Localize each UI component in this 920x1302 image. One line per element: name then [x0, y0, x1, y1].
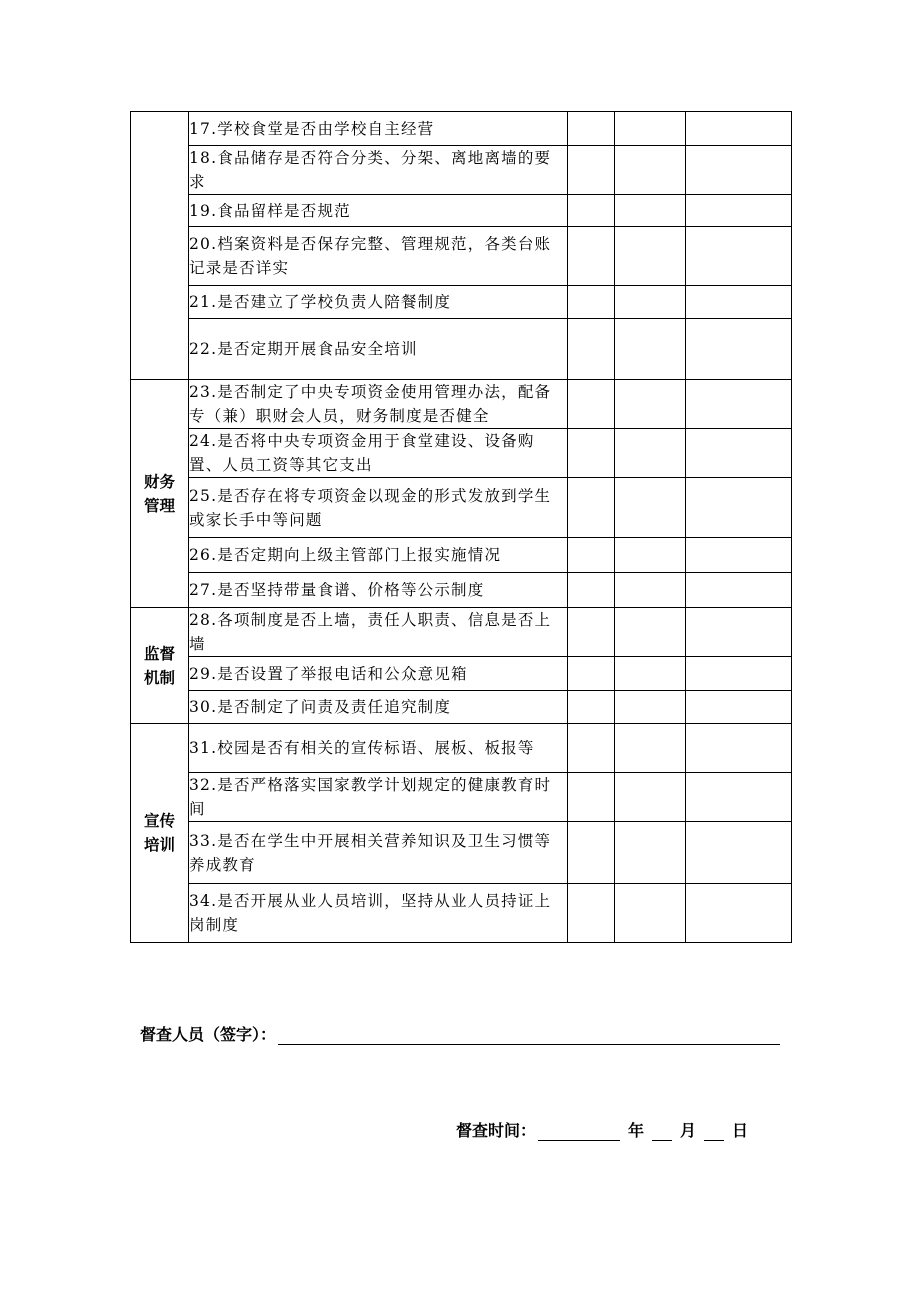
signature-row — [140, 1022, 780, 1045]
check-cell-1[interactable] — [568, 773, 615, 822]
remark-cell[interactable] — [686, 227, 792, 286]
check-cell-2[interactable] — [615, 195, 686, 227]
check-cell-1[interactable] — [568, 429, 615, 478]
item-text: 19.食品留样是否规范 — [189, 195, 568, 227]
check-cell-1[interactable] — [568, 380, 615, 429]
check-cell-1[interactable] — [568, 657, 615, 691]
check-cell-2[interactable] — [615, 227, 686, 286]
remark-cell[interactable] — [686, 112, 792, 146]
category-cell — [131, 724, 189, 943]
check-cell-1[interactable] — [568, 478, 615, 538]
category-label: 管理 — [143, 496, 175, 515]
check-cell-1[interactable] — [568, 319, 615, 380]
check-cell-1[interactable] — [568, 538, 615, 573]
item-text: 24.是否将中央专项资金用于食堂建设、设备购置、人员工资等其它支出 — [189, 429, 568, 478]
check-cell-2[interactable] — [615, 429, 686, 478]
month-field[interactable] — [652, 1120, 672, 1141]
remark-cell[interactable] — [686, 657, 792, 691]
remark-cell[interactable] — [686, 146, 792, 195]
year-field[interactable] — [538, 1120, 620, 1141]
table-row — [131, 657, 792, 691]
table-row — [131, 724, 792, 773]
check-cell-2[interactable] — [615, 538, 686, 573]
table-row — [131, 691, 792, 724]
table-row — [131, 195, 792, 227]
item-text: 30.是否制定了问责及责任追究制度 — [189, 691, 568, 724]
table-row — [131, 773, 792, 822]
check-cell-2[interactable] — [615, 884, 686, 943]
category-cell — [131, 112, 189, 380]
check-cell-2[interactable] — [615, 319, 686, 380]
check-cell-1[interactable] — [568, 884, 615, 943]
check-cell-2[interactable] — [615, 286, 686, 319]
inspection-checklist-table — [130, 111, 792, 943]
check-cell-1[interactable] — [568, 608, 615, 657]
remark-cell[interactable] — [686, 380, 792, 429]
check-cell-2[interactable] — [615, 380, 686, 429]
category-label: 培训 — [143, 836, 175, 854]
check-cell-1[interactable] — [568, 724, 615, 773]
item-text: 28.各项制度是否上墙，责任人职责、信息是否上墙 — [189, 608, 568, 657]
remark-cell[interactable] — [686, 691, 792, 724]
table-row — [131, 146, 792, 195]
table-row — [131, 608, 792, 657]
table-row — [131, 286, 792, 319]
table-row — [131, 822, 792, 884]
item-text: 22.是否定期开展食品安全培训 — [189, 319, 568, 380]
table-row — [131, 319, 792, 380]
item-text: 34.是否开展从业人员培训，坚持从业人员持证上岗制度 — [189, 884, 568, 943]
category-label: 财务 — [143, 472, 175, 491]
check-cell-1[interactable] — [568, 573, 615, 608]
signature-field[interactable] — [278, 1024, 780, 1045]
remark-cell[interactable] — [686, 724, 792, 773]
date-label: 督查时间： — [456, 1121, 537, 1140]
remark-cell[interactable] — [686, 573, 792, 608]
check-cell-1[interactable] — [568, 691, 615, 724]
remark-cell[interactable] — [686, 195, 792, 227]
remark-cell[interactable] — [686, 429, 792, 478]
check-cell-1[interactable] — [568, 822, 615, 884]
remark-cell[interactable] — [686, 319, 792, 380]
remark-cell[interactable] — [686, 478, 792, 538]
remark-cell[interactable] — [686, 538, 792, 573]
item-text: 27.是否坚持带量食谱、价格等公示制度 — [189, 573, 568, 608]
check-cell-1[interactable] — [568, 227, 615, 286]
item-text: 29.是否设置了举报电话和公众意见箱 — [189, 657, 568, 691]
remark-cell[interactable] — [686, 884, 792, 943]
table-row — [131, 227, 792, 286]
table-row — [131, 429, 792, 478]
item-text: 31.校园是否有相关的宣传标语、展板、板报等 — [189, 724, 568, 773]
item-text: 21.是否建立了学校负责人陪餐制度 — [189, 286, 568, 319]
item-text: 17.学校食堂是否由学校自主经营 — [189, 112, 568, 146]
check-cell-2[interactable] — [615, 573, 686, 608]
item-text: 23.是否制定了中央专项资金使用管理办法，配备专（兼）职财会人员，财务制度是否健全 — [189, 380, 568, 429]
check-cell-2[interactable] — [615, 724, 686, 773]
table-row — [131, 380, 792, 429]
table-row — [131, 538, 792, 573]
item-text: 32.是否严格落实国家教学计划规定的健康教育时间 — [189, 773, 568, 822]
check-cell-2[interactable] — [615, 691, 686, 724]
date-row — [456, 1118, 748, 1141]
category-cell — [131, 380, 189, 608]
year-label: 年 — [628, 1121, 645, 1140]
category-label: 宣传 — [143, 812, 175, 830]
check-cell-1[interactable] — [568, 286, 615, 319]
check-cell-1[interactable] — [568, 195, 615, 227]
day-field[interactable] — [704, 1120, 724, 1141]
check-cell-1[interactable] — [568, 146, 615, 195]
check-cell-2[interactable] — [615, 822, 686, 884]
signature-label: 督查人员（签字）： — [140, 1025, 277, 1044]
month-label: 月 — [680, 1121, 697, 1140]
category-cell — [131, 608, 189, 724]
category-label: 监督 — [143, 644, 175, 663]
day-label: 日 — [732, 1121, 749, 1140]
table-row — [131, 478, 792, 538]
category-label: 机制 — [143, 668, 175, 687]
check-cell-2[interactable] — [615, 608, 686, 657]
remark-cell[interactable] — [686, 822, 792, 884]
check-cell-2[interactable] — [615, 478, 686, 538]
check-cell-2[interactable] — [615, 146, 686, 195]
check-cell-2[interactable] — [615, 657, 686, 691]
table-row — [131, 112, 792, 146]
check-cell-1[interactable] — [568, 112, 615, 146]
table-row — [131, 884, 792, 943]
check-cell-2[interactable] — [615, 773, 686, 822]
item-text: 20.档案资料是否保存完整、管理规范，各类台账记录是否详实 — [189, 227, 568, 286]
table-row — [131, 573, 792, 608]
remark-cell[interactable] — [686, 286, 792, 319]
item-text: 26.是否定期向上级主管部门上报实施情况 — [189, 538, 568, 573]
check-cell-2[interactable] — [615, 112, 686, 146]
remark-cell[interactable] — [686, 608, 792, 657]
item-text: 25.是否存在将专项资金以现金的形式发放到学生或家长手中等问题 — [189, 478, 568, 538]
item-text: 18.食品储存是否符合分类、分架、离地离墙的要求 — [189, 146, 568, 195]
remark-cell[interactable] — [686, 773, 792, 822]
item-text: 33.是否在学生中开展相关营养知识及卫生习惯等养成教育 — [189, 822, 568, 884]
